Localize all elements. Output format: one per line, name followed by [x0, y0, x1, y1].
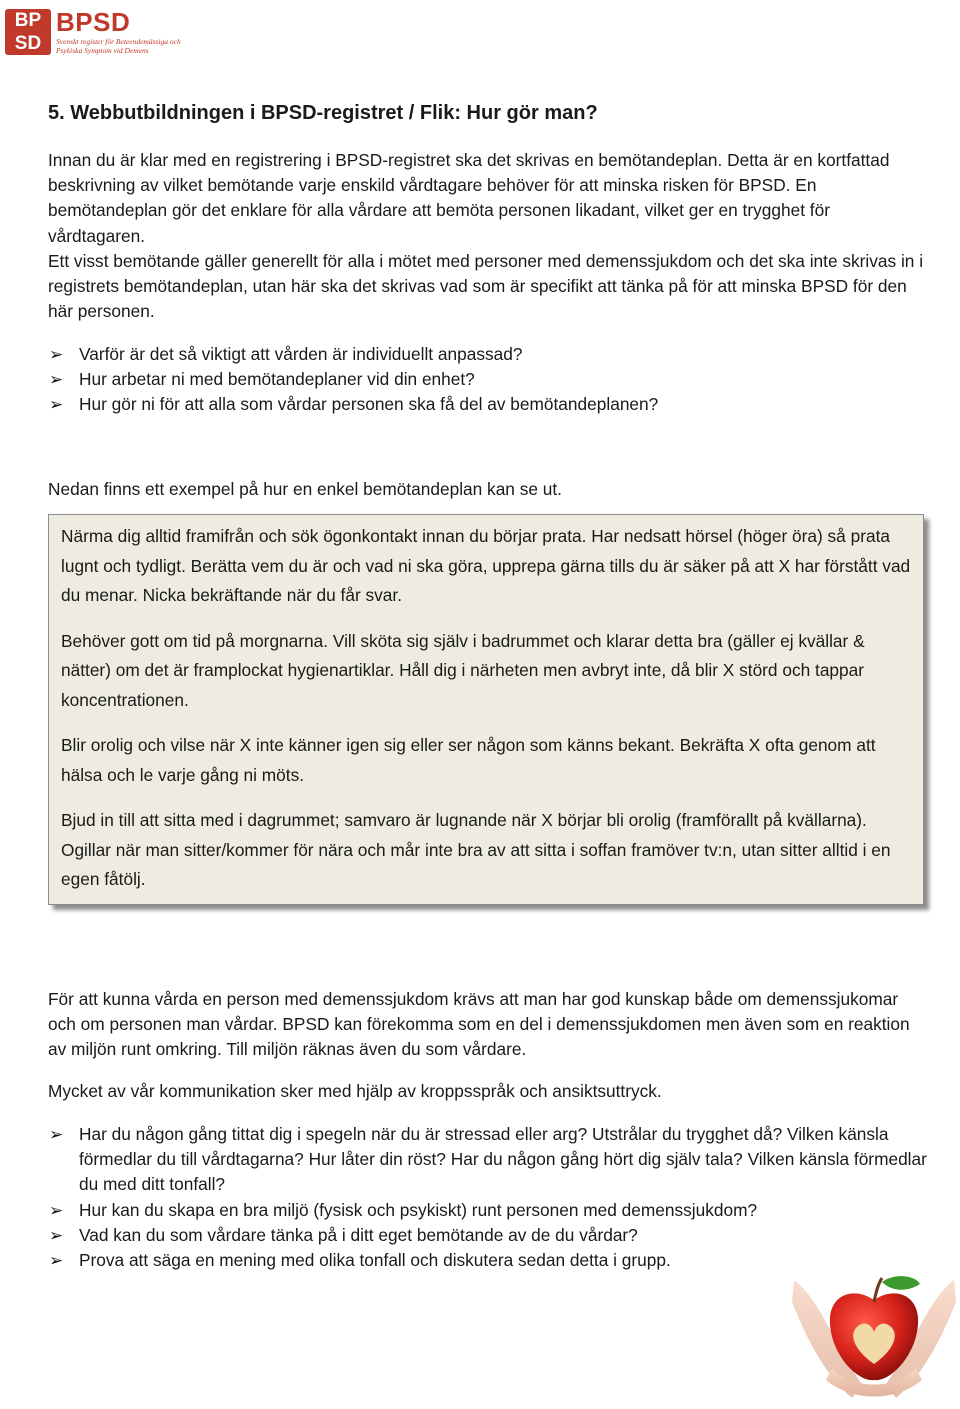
list-item	[48, 1248, 928, 1273]
list-item	[48, 1223, 928, 1248]
question-text: Prova att säga en mening med olika tonfall och diskutera sedan detta i grupp.	[79, 1250, 671, 1271]
example-plan-paragraph: Behöver gott om tid på morgnarna. Vill sköta sig själv i badrummet och klarar detta bra (gäller ej kvällar & nätter) om det är framplockat hygienartiklar. Håll dig i närheten men avbryt inte, då blir X störd och tappar koncentrationen.	[61, 630, 865, 710]
intro-paragraph: Ett visst bemötande gäller generellt för alla i mötet med personer med demenssjukdom och det ska inte skrivas in i registrets bemötandeplan, utan här ska det skrivas vad som är specifikt att tänka på för att minska BPSD för den här personen.	[48, 250, 924, 322]
logo-subtitle-line2: Psykiska Symptom vid Demens	[56, 46, 149, 55]
example-plan-paragraph: Närma dig alltid framifrån och sök ögonkontakt innan du börjar prata. Har nedsatt hörsel (höger öra) så prata lugnt och tydligt. Berätta vem du är och vad ni ska göra, upprepa gärna tills du är säker på att X har förstått vad du menar. Nicka bekräftande när du får svar.	[61, 526, 911, 605]
question-list-2	[48, 1122, 928, 1273]
intro-paragraph: Innan du är klar med en registrering i BPSD-registret ska det skrivas en bemötandeplan. Detta är en kortfattad beskrivning av vilket bemötande varje enskild vårdtagare behöver för att minska risken för BPSD. En bemötandeplan gör det enklare för alla vårdare att bemöta personen likadant, vilket ger en trygghet för vårdtagaren.	[48, 150, 890, 246]
logo-title: BPSD	[56, 7, 131, 37]
bpsd-logo	[5, 9, 181, 55]
example-plan-paragraph: Bjud in till att sitta med i dagrummet; samvaro är lugnande när X börjar bli orolig (framförallt på kvällarna). Ogillar när man sitter/kommer för nära och mår inte bra av att sitta i soffan framöver tv:n, utan sitter alltid i en egen fåtölj.	[61, 810, 891, 889]
logo-text	[56, 9, 181, 55]
intro-section	[48, 148, 928, 324]
list-item	[48, 392, 928, 417]
question-text: Hur kan du skapa en bra miljö (fysisk och psykiskt) runt personen med demenssjukdom?	[79, 1199, 758, 1220]
page-title: 5. Webbutbildningen i BPSD-registret / Flik: Hur gör man?	[48, 102, 598, 124]
apple-heart-hands-icon	[792, 1272, 956, 1402]
arrow-bullet-icon: ➢	[49, 1200, 64, 1220]
question-text: Vad kan du som vårdare tänka på i ditt eget bemötande av de du vårdar?	[79, 1224, 638, 1245]
arrow-bullet-icon: ➢	[49, 1225, 64, 1245]
example-intro: Nedan finns ett exempel på hur en enkel bemötandeplan kan se ut.	[48, 479, 562, 499]
example-plan-paragraph: Blir orolig och vilse när X inte känner igen sig eller ser någon som känns bekant. Bekräfta X ofta genom att hälsa och le varje gång ni möts.	[61, 735, 876, 785]
logo-mark-top: BP	[14, 10, 42, 31]
logo-mark-bottom: SD	[14, 33, 42, 54]
arrow-bullet-icon: ➢	[49, 345, 64, 364]
list-item	[48, 342, 928, 367]
list-item	[48, 1122, 928, 1198]
example-plan-box	[48, 514, 924, 905]
list-item	[48, 367, 928, 392]
arrow-bullet-icon: ➢	[49, 1251, 64, 1271]
communication-paragraph: Mycket av vår kommunikation sker med hjälp av kroppsspråk och ansiktsuttryck.	[48, 1081, 662, 1101]
arrow-bullet-icon: ➢	[49, 395, 64, 415]
list-item	[48, 1198, 928, 1223]
arrow-bullet-icon: ➢	[49, 1125, 64, 1144]
question-text: Hur arbetar ni med bemötandeplaner vid din enhet?	[79, 369, 475, 390]
arrow-bullet-icon: ➢	[49, 370, 64, 390]
question-text: Har du någon gång tittat dig i spegeln när du är stressad eller arg? Utstrålar du trygghet då? Vilken känsla förmedlar du till vårdtagarna? Hur låter din röst? Har du någon gång hört dig själv tala? Vilken känsla förmedlar du med ditt tonfall?	[79, 1124, 927, 1195]
knowledge-paragraph: För att kunna vårda en person med demenssjukdom krävs att man har god kunskap både om demenssjukomar och om personen man vårdar. BPSD kan förekomma som en del i demenssjukdomen men även som en reaktion av miljön runt omkring. Till miljön räknas även du som vårdare.	[48, 989, 910, 1060]
logo-mark	[5, 9, 51, 55]
question-text: Hur gör ni för att alla som vårdar personen ska få del av bemötandeplanen?	[79, 394, 659, 415]
question-list-1	[48, 342, 928, 418]
question-text: Varför är det så viktigt att vården är individuellt anpassad?	[79, 344, 523, 364]
logo-subtitle-line1: Svenskt register för Beteendemässiga och	[56, 37, 181, 46]
